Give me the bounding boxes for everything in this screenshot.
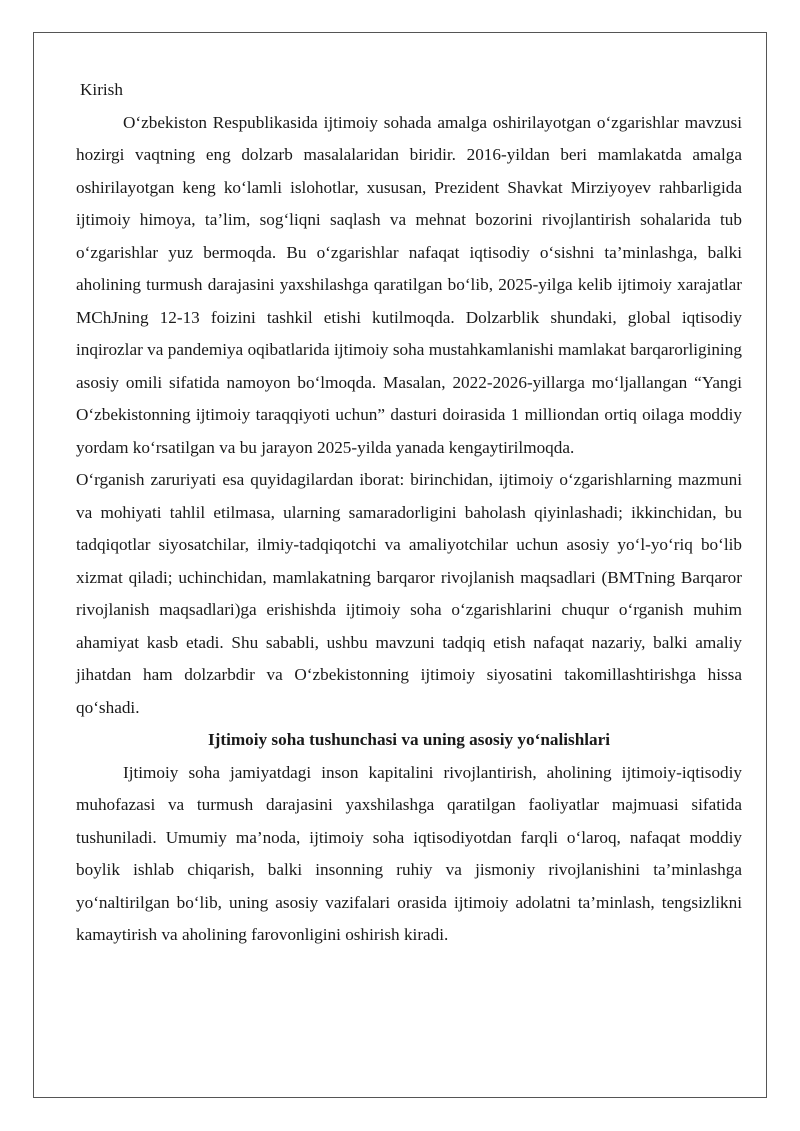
document-body xyxy=(76,74,742,952)
intro-paragraph-1: O‘zbekiston Respublikasida ijtimoiy sohada amalga oshirilayotgan o‘zgarishlar mavzusi hozirgi vaqtning eng dolzarb masalalaridan biridir. 2016-yildan beri mamlakatda amalga oshirilayotgan keng ko‘lamli islohotlar, xususan, Prezident Shavkat Mirziyoyev rahbarligida ijtimoiy himoya, ta’lim, sog‘liqni saqlash va mehnat bozorini rivojlantirish sohalarida tub o‘zgarishlar yuz bermoqda. Bu o‘zgarishlar nafaqat iqtisodiy o‘sishni ta’minlashga, balki aholining turmush darajasini yaxshilashga qaratilgan bo‘lib, 2025-yilga kelib ijtimoiy xarajatlar MChJning 12-13 foizini tashkil etishi kutilmoqda. Dolzarblik shundaki, global iqtisodiy inqirozlar va pandemiya oqibatlarida ijtimoiy soha mustahkamlanishi mamlakat barqarorligining asosiy omili sifatida namoyon bo‘lmoqda. Masalan, 2022-2026-yillarga mo‘ljallangan “Yangi O‘zbekistonning ijtimoiy taraqqiyoti uchun” dasturi doirasida 1 milliondan ortiq oilaga moddiy yordam ko‘rsatilgan va bu jarayon 2025-yilda yanada kengaytirilmoqda. xyxy=(76,112,742,457)
section-paragraph: Ijtimoiy soha jamiyatdagi inson kapitalini rivojlantirish, aholining ijtimoiy-iqtisodiy muhofazasi va turmush darajasini yaxshilashga qaratilgan faoliyatlar majmuasi sifatida tushuniladi. Umumiy ma’noda, ijtimoiy soha iqtisodiyotdan farqli o‘laroq, nafaqat moddiy boylik ishlab chiqarish, balki insonning ruhiy va jismoniy rivojlanishini ta’minlashga yo‘naltirilgan bo‘lib, uning asosiy vazifalari orasida ijtimoiy adolatni ta’minlash, tengsizlikni kamaytirish va aholining farovonligini oshirish kiradi. xyxy=(76,762,742,944)
intro-heading: Kirish xyxy=(80,80,123,99)
section-heading: Ijtimoiy soha tushunchasi va uning asosiy yo‘nalishlari xyxy=(207,730,611,749)
intro-paragraph-2: O‘rganish zaruriyati esa quyidagilardan iborat: birinchidan, ijtimoiy o‘zgarishlarning mazmuni va mohiyati tahlil etilmasa, ularning samaradorligini baholash qiyinlashadi; ikkinchidan, bu tadqiqotlar siyosatchilar, ilmiy-tadqiqotchi va amaliyotchilar uchun asosiy yo‘l-yo‘riq bo‘lib xizmat qiladi; uchinchidan, mamlakatning barqaror rivojlanish maqsadlari (BMTning Barqaror rivojlanish maqsadlari)ga erishishda ijtimoiy soha o‘zgarishlarini chuqur o‘rganish muhim ahamiyat kasb etadi. Shu sababli, ushbu mavzuni tadqiq etish nafaqat nazariy, balki amaliy jihatdan ham dolzarbdir va O‘zbekistonning ijtimoiy siyosatini takomillashtirishga hissa qo‘shadi. xyxy=(76,470,742,717)
